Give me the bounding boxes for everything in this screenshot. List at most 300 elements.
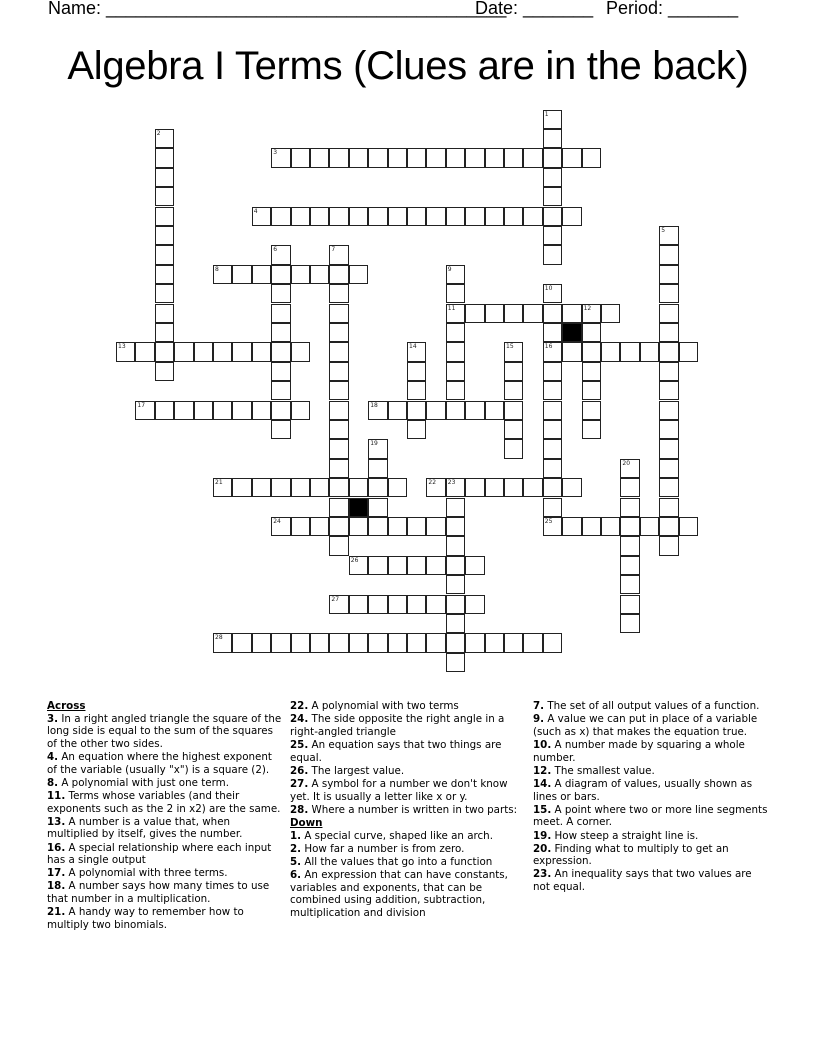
crossword-cell[interactable]: [271, 284, 290, 303]
crossword-cell[interactable]: [135, 401, 154, 420]
crossword-cell[interactable]: [232, 633, 251, 652]
crossword-cell[interactable]: [446, 536, 465, 555]
crossword-cell[interactable]: [310, 148, 329, 167]
crossword-cell[interactable]: [388, 595, 407, 614]
clue-across: [47, 751, 283, 776]
clue-across: [290, 700, 526, 713]
crossword-cell[interactable]: [310, 207, 329, 226]
crossword-cell[interactable]: [116, 342, 135, 361]
crossword-cell[interactable]: [562, 517, 581, 536]
crossword-cell[interactable]: [271, 323, 290, 342]
crossword-cell[interactable]: [252, 478, 271, 497]
crossword-cell[interactable]: [543, 110, 562, 129]
crossword-cell[interactable]: [504, 439, 523, 458]
crossword-cell[interactable]: [543, 459, 562, 478]
crossword-cell[interactable]: [426, 633, 445, 652]
crossword-cell[interactable]: [310, 517, 329, 536]
crossword-cell[interactable]: [252, 633, 271, 652]
crossword-cell[interactable]: [601, 517, 620, 536]
crossword-cell[interactable]: [291, 478, 310, 497]
crossword-cell[interactable]: [388, 478, 407, 497]
crossword-cell[interactable]: [232, 342, 251, 361]
crossword-cell[interactable]: [388, 517, 407, 536]
crossword-cell[interactable]: [252, 401, 271, 420]
crossword-cell[interactable]: [368, 595, 387, 614]
crossword-cell[interactable]: [329, 459, 348, 478]
crossword-cell[interactable]: [407, 420, 426, 439]
crossword-cell[interactable]: [582, 381, 601, 400]
crossword-cell[interactable]: [504, 304, 523, 323]
crossword-cell[interactable]: [620, 595, 639, 614]
clue-across: [47, 867, 283, 880]
crossword-cell[interactable]: [407, 381, 426, 400]
crossword-cell[interactable]: [291, 265, 310, 284]
crossword-cell[interactable]: [426, 148, 445, 167]
crossword-cell[interactable]: [271, 401, 290, 420]
crossword-cell[interactable]: [465, 556, 484, 575]
clue-text: A value we can put in place of a variable (such as x) that makes the equation true.: [533, 713, 758, 738]
crossword-cell[interactable]: [329, 148, 348, 167]
crossword-cell[interactable]: [349, 517, 368, 536]
crossword-cell[interactable]: [349, 148, 368, 167]
crossword-cell[interactable]: [465, 401, 484, 420]
crossword-cell[interactable]: [155, 323, 174, 342]
crossword-cell[interactable]: [368, 439, 387, 458]
crossword-cell[interactable]: [407, 207, 426, 226]
crossword-cell[interactable]: [368, 498, 387, 517]
crossword-cell[interactable]: [504, 381, 523, 400]
crossword-cell[interactable]: [601, 342, 620, 361]
crossword-cell[interactable]: [349, 633, 368, 652]
clue-text: A point where two or more line segments meet. A corner.: [533, 803, 768, 829]
clue-across: [47, 777, 283, 790]
crossword-cell[interactable]: [368, 633, 387, 652]
clue-num: 25.: [290, 738, 309, 751]
crossword-cell[interactable]: [368, 148, 387, 167]
crossword-cell[interactable]: [582, 323, 601, 342]
crossword-cell[interactable]: [271, 478, 290, 497]
crossword-cell[interactable]: [659, 362, 678, 381]
crossword-cell[interactable]: [271, 265, 290, 284]
crossword-cell[interactable]: [329, 633, 348, 652]
crossword-cell[interactable]: [543, 342, 562, 361]
crossword-cell[interactable]: [213, 342, 232, 361]
crossword-cell[interactable]: [252, 207, 271, 226]
clue-across: [290, 778, 526, 803]
crossword-cell[interactable]: [155, 284, 174, 303]
crossword-cell[interactable]: [368, 401, 387, 420]
crossword-cell[interactable]: [543, 517, 562, 536]
crossword-cell[interactable]: [543, 148, 562, 167]
crossword-cell[interactable]: [523, 633, 542, 652]
crossword-cell[interactable]: [504, 401, 523, 420]
crossword-cell[interactable]: [232, 478, 251, 497]
crossword-cell[interactable]: [446, 556, 465, 575]
clue-text: A special relationship where each input has a single output: [47, 841, 272, 867]
crossword-cell[interactable]: [446, 653, 465, 672]
crossword-cell[interactable]: [407, 342, 426, 361]
clue-text: An inequality says that two values are not equal.: [533, 868, 752, 894]
crossword-cell[interactable]: [368, 459, 387, 478]
crossword-cell[interactable]: [543, 381, 562, 400]
crossword-cell[interactable]: [271, 207, 290, 226]
crossword-cell[interactable]: [446, 614, 465, 633]
crossword-cell[interactable]: [620, 498, 639, 517]
crossword-cell[interactable]: [465, 207, 484, 226]
crossword-cell[interactable]: [446, 323, 465, 342]
crossword-cell[interactable]: [504, 478, 523, 497]
crossword-cell[interactable]: [291, 207, 310, 226]
crossword-cell[interactable]: [329, 478, 348, 497]
clue-text: A polynomial with two terms: [311, 700, 459, 712]
crossword-cell[interactable]: [155, 342, 174, 361]
crossword-cell[interactable]: [562, 148, 581, 167]
crossword-cell[interactable]: [446, 381, 465, 400]
crossword-cell[interactable]: [194, 342, 213, 361]
clue-number: 25: [544, 517, 553, 525]
crossword-cell[interactable]: [407, 595, 426, 614]
crossword-cell[interactable]: [485, 148, 504, 167]
crossword-cell[interactable]: [329, 517, 348, 536]
crossword-cell[interactable]: [543, 226, 562, 245]
clue-text: A special curve, shaped like an arch.: [304, 829, 493, 842]
crossword-cell[interactable]: [329, 381, 348, 400]
crossword-cell[interactable]: [465, 633, 484, 652]
clue-number: 21: [215, 479, 223, 487]
crossword-cell[interactable]: [271, 633, 290, 652]
crossword-cell[interactable]: [504, 420, 523, 439]
crossword-cell[interactable]: [659, 439, 678, 458]
clue-num: 21.: [47, 906, 66, 919]
crossword-cell[interactable]: [155, 304, 174, 323]
crossword-cell[interactable]: [291, 401, 310, 420]
crossword-cell[interactable]: [543, 284, 562, 303]
crossword-cell[interactable]: [543, 207, 562, 226]
crossword-cell[interactable]: [485, 401, 504, 420]
crossword-cell[interactable]: [349, 595, 368, 614]
across-heading: Across: [47, 700, 86, 712]
crossword-cell[interactable]: [155, 362, 174, 381]
crossword-cell[interactable]: [349, 556, 368, 575]
crossword-cell[interactable]: [155, 168, 174, 187]
crossword-cell[interactable]: [504, 207, 523, 226]
crossword-cell[interactable]: [601, 304, 620, 323]
crossword-cell[interactable]: [349, 265, 368, 284]
crossword-cell[interactable]: [446, 207, 465, 226]
crossword-cell[interactable]: [446, 401, 465, 420]
crossword-cell[interactable]: [329, 362, 348, 381]
crossword-cell[interactable]: [485, 207, 504, 226]
crossword-cell[interactable]: [388, 207, 407, 226]
crossword-cell[interactable]: [329, 439, 348, 458]
crossword-cell[interactable]: [213, 401, 232, 420]
crossword-cell[interactable]: [620, 556, 639, 575]
crossword-cell[interactable]: [446, 517, 465, 536]
crossword-cell[interactable]: [329, 207, 348, 226]
crossword-cell[interactable]: [407, 633, 426, 652]
crossword-cell[interactable]: [582, 342, 601, 361]
crossword-cell[interactable]: [155, 226, 174, 245]
crossword-cell[interactable]: [155, 187, 174, 206]
clue-across: [290, 804, 526, 817]
crossword-cell[interactable]: [329, 498, 348, 517]
black-cell: [562, 323, 581, 342]
crossword-cell[interactable]: [504, 342, 523, 361]
crossword-cell[interactable]: [388, 148, 407, 167]
clue-down: [533, 778, 769, 803]
crossword-cell[interactable]: [232, 265, 251, 284]
crossword-cell[interactable]: [271, 304, 290, 323]
crossword-cell[interactable]: [504, 148, 523, 167]
crossword-cell[interactable]: [446, 575, 465, 594]
crossword-cell[interactable]: [329, 265, 348, 284]
crossword-cell[interactable]: [135, 342, 154, 361]
crossword-cell[interactable]: [465, 148, 484, 167]
clue-text: A diagram of values, usually shown as lines or bars.: [533, 777, 753, 803]
crossword-cell[interactable]: [446, 265, 465, 284]
crossword-cell[interactable]: [446, 633, 465, 652]
crossword-cell[interactable]: [213, 478, 232, 497]
crossword-cell[interactable]: [329, 420, 348, 439]
clue-num: 12.: [533, 764, 552, 777]
crossword-cell[interactable]: [329, 595, 348, 614]
crossword-cell[interactable]: [620, 517, 639, 536]
clue-number: 23: [447, 479, 456, 487]
crossword-cell[interactable]: [659, 323, 678, 342]
crossword-cell[interactable]: [543, 245, 562, 264]
clue-number: 9: [447, 265, 452, 273]
crossword-cell[interactable]: [446, 304, 465, 323]
clue-num: 26.: [290, 764, 309, 777]
crossword-cell[interactable]: [582, 401, 601, 420]
crossword-cell[interactable]: [155, 207, 174, 226]
crossword-cell[interactable]: [155, 245, 174, 264]
date-field[interactable]: Date: _______: [475, 0, 594, 18]
crossword-cell[interactable]: [659, 420, 678, 439]
clue-num: 18.: [47, 880, 66, 893]
crossword-cell[interactable]: [446, 595, 465, 614]
crossword-cell[interactable]: [407, 517, 426, 536]
crossword-cell[interactable]: [426, 517, 445, 536]
crossword-cell[interactable]: [310, 633, 329, 652]
crossword-cell[interactable]: [446, 342, 465, 361]
crossword-cell[interactable]: [582, 420, 601, 439]
crossword-cell[interactable]: [640, 342, 659, 361]
crossword-cell[interactable]: [329, 323, 348, 342]
crossword-cell[interactable]: [407, 556, 426, 575]
crossword-cell[interactable]: [659, 459, 678, 478]
crossword-cell[interactable]: [426, 556, 445, 575]
crossword-cell[interactable]: [504, 362, 523, 381]
clues-column-1: [47, 700, 283, 932]
crossword-cell[interactable]: [582, 362, 601, 381]
crossword-cell[interactable]: [329, 245, 348, 264]
name-field[interactable]: Name: ________________________________________: [48, 0, 507, 18]
crossword-cell[interactable]: [659, 478, 678, 497]
crossword-cell[interactable]: [620, 478, 639, 497]
crossword-cell[interactable]: [523, 478, 542, 497]
crossword-cell[interactable]: [543, 362, 562, 381]
crossword-cell[interactable]: [485, 633, 504, 652]
crossword-cell[interactable]: [271, 342, 290, 361]
crossword-cell[interactable]: [426, 595, 445, 614]
crossword-cell[interactable]: [329, 536, 348, 555]
crossword-cell[interactable]: [659, 381, 678, 400]
crossword-cell[interactable]: [368, 517, 387, 536]
crossword-cell[interactable]: [543, 633, 562, 652]
crossword-cell[interactable]: [562, 478, 581, 497]
crossword-cell[interactable]: [155, 265, 174, 284]
crossword-cell[interactable]: [659, 517, 678, 536]
clue-number: 10: [544, 285, 553, 293]
clue-across: [290, 739, 526, 764]
crossword-cell[interactable]: [659, 401, 678, 420]
crossword-cell[interactable]: [523, 207, 542, 226]
clue-num: 22.: [290, 700, 309, 712]
crossword-cell[interactable]: [426, 401, 445, 420]
crossword-cell[interactable]: [213, 265, 232, 284]
crossword-cell[interactable]: [291, 517, 310, 536]
clue-down: [533, 843, 769, 868]
crossword-cell[interactable]: [426, 478, 445, 497]
crossword-cell[interactable]: [582, 517, 601, 536]
clues-column-2: [290, 700, 526, 920]
crossword-cell[interactable]: [465, 595, 484, 614]
clue-num: 10.: [533, 738, 552, 751]
crossword-cell[interactable]: [329, 401, 348, 420]
crossword-cell[interactable]: [155, 129, 174, 148]
crossword-cell[interactable]: [194, 401, 213, 420]
crossword-cell[interactable]: [291, 342, 310, 361]
crossword-cell[interactable]: [407, 148, 426, 167]
crossword-cell[interactable]: [368, 207, 387, 226]
crossword-cell[interactable]: [465, 478, 484, 497]
crossword-cell[interactable]: [523, 148, 542, 167]
crossword-cell[interactable]: [174, 401, 193, 420]
crossword-cell[interactable]: [407, 362, 426, 381]
crossword-cell[interactable]: [543, 304, 562, 323]
crossword-cell[interactable]: [485, 304, 504, 323]
crossword-cell[interactable]: [388, 556, 407, 575]
crossword-cell[interactable]: [388, 401, 407, 420]
clue-number: 16: [544, 343, 553, 351]
crossword-cell[interactable]: [659, 265, 678, 284]
crossword-cell[interactable]: [562, 304, 581, 323]
crossword-cell[interactable]: [349, 207, 368, 226]
clue-number: 11: [447, 304, 456, 312]
crossword-cell[interactable]: [368, 478, 387, 497]
crossword-cell[interactable]: [543, 498, 562, 517]
crossword-cell[interactable]: [543, 439, 562, 458]
crossword-cell[interactable]: [582, 148, 601, 167]
period-field[interactable]: Period: _______: [606, 0, 739, 18]
crossword-cell[interactable]: [291, 148, 310, 167]
crossword-cell[interactable]: [446, 498, 465, 517]
crossword-cell[interactable]: [252, 342, 271, 361]
crossword-cell[interactable]: [426, 207, 445, 226]
crossword-cell[interactable]: [640, 517, 659, 536]
crossword-cell[interactable]: [620, 459, 639, 478]
crossword-cell[interactable]: [659, 536, 678, 555]
crossword-cell[interactable]: [407, 401, 426, 420]
crossword-cell[interactable]: [271, 420, 290, 439]
crossword-cell[interactable]: [329, 304, 348, 323]
crossword-cell[interactable]: [271, 245, 290, 264]
crossword-cell[interactable]: [232, 401, 251, 420]
crossword-cell[interactable]: [543, 168, 562, 187]
crossword-cell[interactable]: [329, 284, 348, 303]
clue-text: An equation says that two things are equal.: [290, 738, 502, 764]
crossword-cell[interactable]: [543, 323, 562, 342]
crossword-cell[interactable]: [504, 633, 523, 652]
crossword-cell[interactable]: [155, 148, 174, 167]
crossword-cell[interactable]: [310, 265, 329, 284]
crossword-cell[interactable]: [543, 478, 562, 497]
crossword-cell[interactable]: [446, 284, 465, 303]
crossword-cell[interactable]: [446, 362, 465, 381]
clue-across: [47, 880, 283, 905]
crossword-cell[interactable]: [679, 517, 698, 536]
crossword-cell[interactable]: [446, 478, 465, 497]
crossword-cell[interactable]: [620, 342, 639, 361]
crossword-cell[interactable]: [620, 614, 639, 633]
clue-text: The smallest value.: [554, 764, 655, 777]
crossword-cell[interactable]: [562, 207, 581, 226]
crossword-cell[interactable]: [349, 478, 368, 497]
crossword-cell[interactable]: [659, 498, 678, 517]
crossword-cell[interactable]: [543, 420, 562, 439]
crossword-cell[interactable]: [543, 401, 562, 420]
clue-text: How far a number is from zero.: [304, 842, 465, 855]
crossword-cell[interactable]: [271, 381, 290, 400]
crossword-cell[interactable]: [659, 284, 678, 303]
crossword-cell[interactable]: [271, 362, 290, 381]
crossword-cell[interactable]: [485, 478, 504, 497]
crossword-cell[interactable]: [543, 129, 562, 148]
crossword-cell[interactable]: [659, 342, 678, 361]
crossword-cell[interactable]: [562, 342, 581, 361]
crossword-cell[interactable]: [543, 187, 562, 206]
crossword-cell[interactable]: [213, 633, 232, 652]
crossword-cell[interactable]: [465, 304, 484, 323]
page-title: Algebra I Terms (Clues are in the back): [67, 44, 749, 88]
crossword-cell[interactable]: [659, 245, 678, 264]
crossword-cell[interactable]: [523, 304, 542, 323]
crossword-cell[interactable]: [271, 148, 290, 167]
crossword-cell[interactable]: [271, 517, 290, 536]
crossword-cell[interactable]: [155, 401, 174, 420]
clue-num: 15.: [533, 803, 552, 816]
crossword-cell[interactable]: [329, 342, 348, 361]
clue-across: [47, 816, 283, 841]
crossword-cell[interactable]: [310, 478, 329, 497]
crossword-cell[interactable]: [252, 265, 271, 284]
crossword-cell[interactable]: [679, 342, 698, 361]
clue-text: A polynomial with three terms.: [68, 867, 228, 880]
crossword-cell[interactable]: [446, 148, 465, 167]
clue-number: 15: [506, 343, 514, 351]
crossword-cell[interactable]: [620, 575, 639, 594]
crossword-cell[interactable]: [582, 304, 601, 323]
crossword-cell[interactable]: [620, 536, 639, 555]
crossword-cell[interactable]: [659, 226, 678, 245]
crossword-cell[interactable]: [388, 633, 407, 652]
crossword-cell[interactable]: [368, 556, 387, 575]
crossword-cell[interactable]: [174, 342, 193, 361]
crossword-cell[interactable]: [291, 633, 310, 652]
crossword-cell[interactable]: [659, 304, 678, 323]
clue-down: [290, 843, 526, 856]
